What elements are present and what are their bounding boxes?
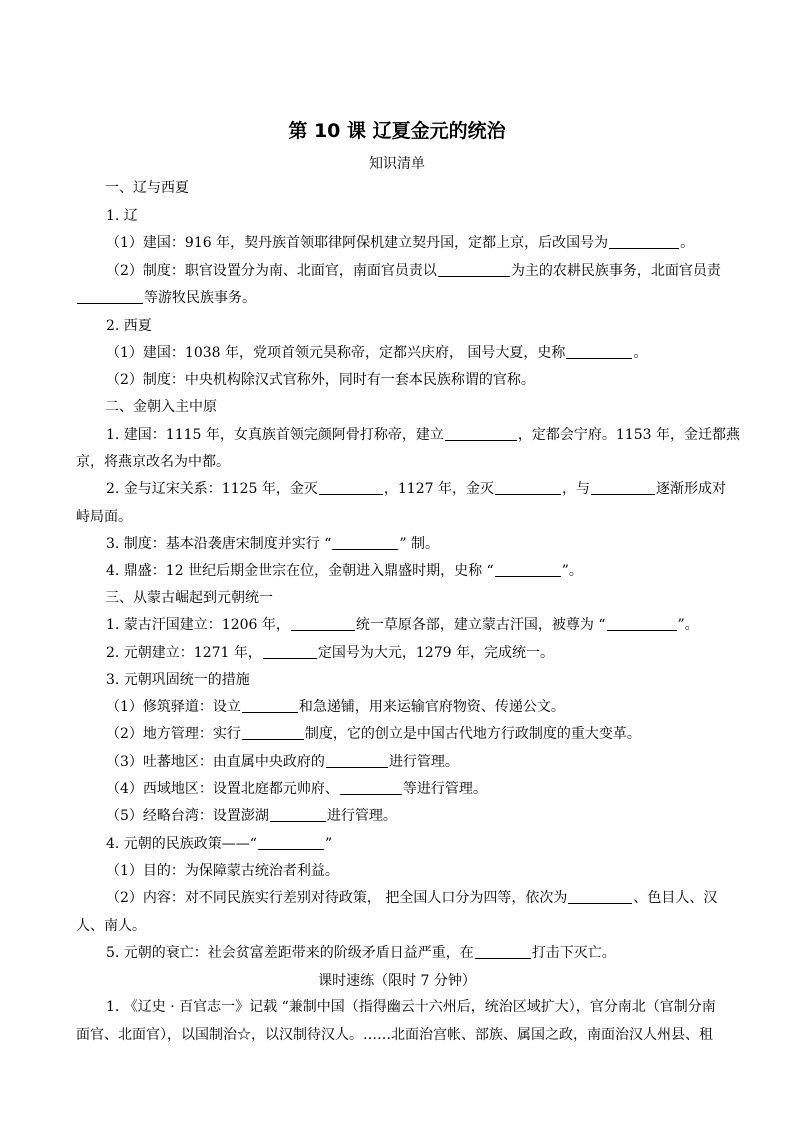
liao-system-line — [106, 261, 721, 281]
fill-blank — [438, 262, 510, 277]
fill-blank — [607, 616, 677, 631]
text-segment: ” — [324, 836, 333, 852]
ethnic-policy-heading — [106, 834, 332, 854]
jin-relations-line — [106, 479, 726, 499]
fill-blank — [566, 344, 632, 359]
text-segment: （2）制度：职官设置分为南、北面官，南面官员责以 — [106, 263, 437, 279]
yuan-decline-line — [106, 943, 616, 963]
jin-system-line — [106, 534, 439, 554]
text-segment: 统一草原各部，建立蒙古汗国，被尊为 “ — [355, 617, 606, 633]
text-segment: 2. 金与辽宋关系：1125 年，金灭 — [106, 481, 318, 497]
jin-founding-line-cont: 京，将燕京改名为中都。 — [76, 454, 230, 470]
practice-heading: 课时速练（限时 7 分钟） — [318, 973, 476, 989]
text-segment: 2. 元朝建立：1271 年， — [106, 645, 262, 661]
fill-blank — [291, 616, 355, 631]
subheading-liao: 1. 辽 — [106, 208, 138, 224]
measure-post-roads — [106, 697, 565, 717]
fill-blank — [77, 289, 143, 304]
text-segment: 3. 制度：基本沿袭唐宋制度并实行 “ — [106, 536, 332, 552]
fill-blank — [445, 426, 517, 441]
measure-tibet — [106, 752, 459, 772]
measure-western-regions — [106, 779, 487, 799]
text-segment: 进行管理。 — [326, 808, 397, 824]
text-segment: 4. 元朝的民族政策——“ — [106, 836, 257, 852]
text-segment: 逐渐形成对 — [655, 481, 726, 497]
text-segment: 、色目人、汉 — [633, 890, 718, 906]
text-segment: （2）地方管理：实行 — [106, 726, 241, 742]
subheading-xixia: 2. 西夏 — [106, 318, 152, 334]
liao-founding-line — [106, 233, 694, 253]
text-segment: 为主的农耕民族事务，北面官员责 — [510, 263, 721, 279]
text-segment: 打击下灭亡。 — [531, 945, 616, 961]
section-heading-jin: 二、金朝入主中原 — [105, 399, 217, 415]
text-segment: ”。 — [677, 617, 699, 633]
text-segment: 和急递铺，用来运输官府物资、传递公文。 — [298, 699, 565, 715]
text-segment: ，定都会宁府。1153 年，金迁都燕 — [517, 427, 740, 443]
text-segment: 定国号为大元，1279 年，完成统一。 — [317, 645, 554, 661]
text-segment: 。 — [633, 345, 648, 361]
text-segment: ，与 — [561, 481, 590, 497]
practice-question-line-1: 1. 《辽史 · 百官志一》记载 “兼制中国（指得幽云十六州后，统治区域扩大），官分南北（官制分南 — [106, 999, 716, 1015]
knowledge-list-subtitle: 知识清单 — [369, 156, 425, 172]
text-segment: ，1127 年，金灭 — [383, 481, 494, 497]
text-segment: ” 制。 — [399, 536, 440, 552]
text-segment: 等游牧民族事务。 — [144, 290, 256, 306]
text-segment: （3）吐蕃地区：由直属中央政府的 — [106, 754, 325, 770]
text-segment: （1）建国：916 年，契丹族首领耶律阿保机建立契丹国，定都上京，后改国号为 — [106, 235, 609, 251]
text-segment: （5）经略台湾：设置澎湖 — [106, 808, 269, 824]
text-segment: 1. 蒙古汗国建立：1206 年， — [106, 617, 290, 633]
text-segment: 1. 建国：1115 年，女真族首领完颜阿骨打称帝，建立 — [106, 427, 444, 443]
fill-blank — [568, 889, 632, 904]
xixia-system-line: （2）制度：中央机构除汉式官称外，同时有一套本民族称谓的官称。 — [106, 372, 535, 388]
jin-relations-line-cont: 峙局面。 — [76, 509, 132, 525]
fill-blank — [242, 725, 304, 740]
text-segment: （1）建国：1038 年，党项首领元昊称帝，定都兴庆府， 国号大夏，史称 — [106, 345, 566, 361]
text-segment: （4）西域地区：设置北庭都元帅府、 — [106, 781, 339, 797]
fill-blank — [319, 480, 383, 495]
text-segment: 4. 鼎盛：12 世纪后期金世宗在位，金朝进入鼎盛时期，史称 “ — [106, 563, 494, 579]
text-segment: （2）内容：对不同民族实行差别对待政策， 把全国人口分为四等，依次为 — [106, 890, 568, 906]
fill-blank — [242, 698, 298, 713]
text-segment: 。 — [680, 235, 695, 251]
measure-local-admin — [106, 724, 641, 744]
fill-blank — [495, 562, 561, 577]
text-segment: ”。 — [561, 563, 583, 579]
fill-blank — [475, 944, 531, 959]
practice-question-line-2: 面官、北面官），以国制治☆，以汉制待汉人。……北面治宫帐、部族、属国之政，南面治汉人州县、租 — [76, 1027, 713, 1043]
text-segment: 进行管理。 — [388, 754, 459, 770]
fill-blank — [326, 753, 388, 768]
mongol-khanate-line — [106, 615, 699, 635]
yuan-founding-line — [106, 643, 554, 663]
section-heading-mongol-yuan: 三、从蒙古崛起到元朝统一 — [105, 590, 273, 606]
fill-blank — [258, 835, 324, 850]
text-segment: （1）修筑驿道：设立 — [106, 699, 241, 715]
jin-founding-line — [106, 425, 740, 445]
ethnic-policy-purpose: （1）目的：为保障蒙古统治者利益。 — [106, 863, 339, 879]
section-heading-liao-xixia: 一、辽与西夏 — [105, 180, 189, 196]
liao-system-line-cont — [76, 288, 256, 308]
fill-blank — [340, 780, 402, 795]
jin-peak-line — [106, 561, 583, 581]
yuan-measures-heading: 3. 元朝巩固统一的措施 — [106, 672, 250, 688]
text-segment: 等进行管理。 — [402, 781, 487, 797]
xixia-founding-line — [106, 343, 647, 363]
lesson-title: 第 10 课 辽夏金元的统治 — [288, 120, 506, 142]
ethnic-policy-content — [106, 888, 717, 908]
fill-blank — [591, 480, 655, 495]
text-segment: 制度，它的创立是中国古代地方行政制度的重大变革。 — [304, 726, 641, 742]
fill-blank — [263, 644, 317, 659]
fill-blank — [495, 480, 561, 495]
text-segment: 5. 元朝的衰亡：社会贫富差距带来的阶级矛盾日益严重，在 — [106, 945, 474, 961]
fill-blank — [332, 535, 398, 550]
ethnic-policy-content-cont: 人、南人。 — [76, 918, 146, 934]
measure-taiwan — [106, 806, 397, 826]
fill-blank — [609, 234, 679, 249]
fill-blank — [270, 807, 326, 822]
